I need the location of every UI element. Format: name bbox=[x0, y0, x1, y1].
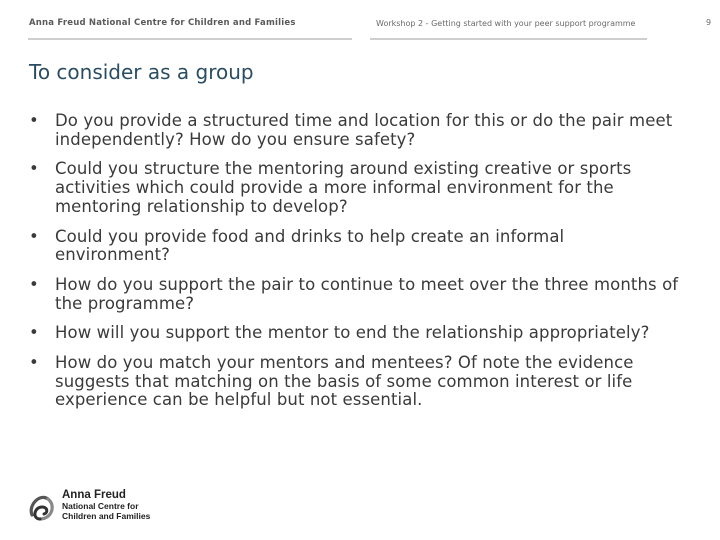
question-list bbox=[29, 112, 679, 421]
bullet-icon: • bbox=[29, 323, 39, 343]
list-item-text: How do you match your mentors and mentees? Of note the evidence suggests that matching on the basis of some common interest or life experience can be helpful but not essential. bbox=[55, 353, 634, 410]
page-number: 9 bbox=[706, 18, 712, 27]
header-rule-left bbox=[28, 38, 352, 40]
bullet-icon: • bbox=[29, 353, 39, 373]
bullet-icon: • bbox=[29, 274, 39, 294]
list-item-text: Could you provide food and drinks to help create an informal environment? bbox=[55, 226, 565, 265]
logo-wordmark bbox=[62, 489, 150, 521]
list-item bbox=[29, 354, 679, 410]
list-item bbox=[29, 228, 679, 265]
list-item-text: Do you provide a structured time and location for this or do the pair meet independently? How do you ensure safety? bbox=[55, 111, 673, 149]
list-item bbox=[29, 112, 679, 149]
anna-freud-logo-icon bbox=[26, 491, 58, 523]
list-item-text: How will you support the mentor to end the relationship appropriately? bbox=[55, 323, 650, 343]
list-item bbox=[29, 160, 679, 216]
page-title: To consider as a group bbox=[29, 60, 254, 84]
header-organisation: Anna Freud National Centre for Children and Families bbox=[29, 18, 296, 28]
bullet-icon: • bbox=[29, 226, 39, 246]
logo-line-1: Anna Freud bbox=[62, 489, 126, 501]
bullet-icon: • bbox=[29, 111, 39, 130]
header-workshop-title: Workshop 2 - Getting started with your peer support programme bbox=[376, 19, 636, 28]
header-rule-right bbox=[370, 38, 647, 40]
list-item-text: Could you structure the mentoring around existing creative or sports activities which could provide a more informal environment for the mentoring relationship to develop? bbox=[55, 159, 632, 216]
list-item bbox=[29, 324, 679, 343]
logo-line-3: Children and Families bbox=[62, 511, 151, 521]
bullet-icon: • bbox=[29, 159, 39, 179]
list-item-text: How do you support the pair to continue to meet over the three months of the programme? bbox=[55, 274, 679, 313]
list-item bbox=[29, 276, 679, 313]
logo-line-2: National Centre for bbox=[62, 501, 139, 511]
logo bbox=[26, 489, 166, 525]
